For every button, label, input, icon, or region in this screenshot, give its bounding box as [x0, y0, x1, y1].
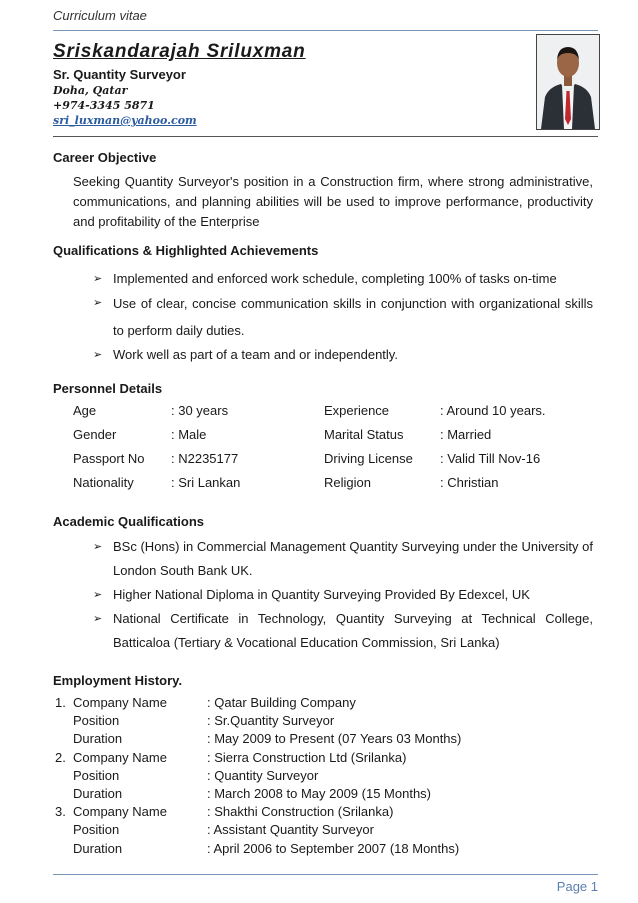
qualification-text: Work well as part of a team and or independently.	[113, 347, 398, 362]
detail-label: Nationality	[73, 475, 134, 490]
arrow-bullet-icon: ➢	[93, 613, 103, 625]
detail-value: : Around 10 years.	[440, 403, 546, 418]
job-label: Duration	[73, 840, 123, 856]
list-item	[93, 268, 593, 290]
table-row	[55, 768, 461, 786]
qualification-text: Use of clear, concise communication skills in conjunction with organizational skills to perform daily duties.	[113, 296, 593, 338]
list-item	[93, 344, 593, 366]
job-position: : Assistant Quantity Surveyor	[207, 822, 374, 838]
academic-text: BSc (Hons) in Commercial Management Quantity Surveying under the University of London South Bank UK.	[113, 539, 593, 578]
phone-number: +974-3345 5871	[53, 99, 155, 112]
profile-photo	[536, 34, 600, 130]
arrow-bullet-icon: ➢	[93, 297, 103, 309]
detail-label: Marital Status	[324, 427, 404, 442]
job-number: 3.	[55, 804, 66, 820]
job-position: : Quantity Surveyor	[207, 767, 319, 783]
arrow-bullet-icon: ➢	[93, 273, 103, 285]
detail-value: : Sri Lankan	[171, 475, 241, 490]
table-row	[55, 804, 461, 822]
detail-label: Passport No	[73, 451, 145, 466]
table-row	[73, 451, 546, 475]
academic-text: National Certificate in Technology, Quantity Surveying at Technical College, Batticaloa (Tertiary & Vocational Education Commission, Sri Lanka)	[113, 611, 593, 650]
detail-value: : N2235177	[171, 451, 239, 466]
employment-history-heading: Employment History.	[53, 673, 183, 688]
detail-value: : 30 years	[171, 403, 229, 418]
table-row	[55, 731, 461, 749]
academic-qualifications-heading: Academic Qualifications	[53, 514, 204, 529]
career-objective-heading: Career Objective	[53, 150, 157, 165]
job-duration: : May 2009 to Present (07 Years 03 Months)	[207, 731, 462, 747]
employment-history-table	[55, 695, 461, 859]
detail-label: Gender	[73, 427, 117, 442]
job-duration: : March 2008 to May 2009 (15 Months)	[207, 785, 432, 801]
job-label: Duration	[73, 731, 123, 747]
candidate-name: Sriskandarajah Sriluxman	[53, 41, 306, 62]
table-row	[55, 841, 461, 859]
table-row	[73, 475, 546, 499]
job-label: Position	[73, 767, 120, 783]
contact-divider	[53, 136, 598, 137]
footer-divider	[53, 874, 598, 875]
career-objective-text: Seeking Quantity Surveyor's position in a Construction firm, where strong administrative, communications, and planning abilities will be used to improve performance, productivity and profitability of the Enterprise	[73, 174, 593, 229]
header-divider	[53, 30, 598, 31]
job-position: : Sr.Quantity Surveyor	[207, 713, 335, 729]
academic-list	[93, 535, 593, 655]
table-row	[55, 695, 461, 713]
qualifications-list	[93, 268, 593, 366]
person-portrait-icon	[537, 35, 599, 129]
page-header: Curriculum vitae	[53, 8, 147, 23]
table-row	[73, 403, 546, 427]
job-label: Company Name	[73, 749, 167, 765]
detail-value: : Male	[171, 427, 207, 442]
arrow-bullet-icon: ➢	[93, 589, 103, 601]
job-company: : Sierra Construction Ltd (Srilanka)	[207, 749, 407, 765]
personnel-details-table	[73, 403, 546, 499]
job-number: 2.	[55, 749, 66, 765]
list-item	[93, 607, 593, 655]
page-number: Page 1	[556, 879, 598, 894]
table-row	[73, 427, 546, 451]
job-label: Duration	[73, 785, 123, 801]
detail-value: : Married	[440, 427, 492, 442]
job-number: 1.	[55, 695, 66, 710]
personnel-details-heading: Personnel Details	[53, 381, 163, 396]
job-label: Company Name	[73, 804, 167, 820]
table-row	[55, 713, 461, 731]
location: Doha, Qatar	[53, 84, 128, 97]
qualification-text: Implemented and enforced work schedule, completing 100% of tasks on-time	[113, 271, 557, 286]
detail-value: : Christian	[440, 475, 499, 490]
detail-label: Experience	[324, 403, 390, 418]
list-item	[93, 535, 593, 583]
job-label: Company Name	[73, 695, 167, 710]
arrow-bullet-icon: ➢	[93, 541, 103, 553]
detail-label: Age	[73, 403, 97, 418]
list-item	[93, 290, 593, 344]
detail-label: Driving License	[324, 451, 413, 466]
academic-text: Higher National Diploma in Quantity Surveying Provided By Edexcel, UK	[113, 587, 530, 602]
arrow-bullet-icon: ➢	[93, 349, 103, 361]
detail-value: : Valid Till Nov-16	[440, 451, 541, 466]
job-company: : Qatar Building Company	[207, 695, 356, 710]
job-label: Position	[73, 822, 120, 838]
list-item	[93, 583, 593, 607]
qualifications-heading: Qualifications & Highlighted Achievements	[53, 243, 319, 258]
job-label: Position	[73, 713, 120, 729]
table-row	[55, 786, 461, 804]
table-row	[55, 822, 461, 840]
job-title: Sr. Quantity Surveyor	[53, 67, 186, 82]
job-company: : Shakthi Construction (Srilanka)	[207, 804, 394, 820]
detail-label: Religion	[324, 475, 371, 490]
email-link[interactable]: sri_luxman@yahoo.com	[53, 114, 197, 127]
job-duration: : April 2006 to September 2007 (18 Months)	[207, 840, 460, 856]
table-row	[55, 750, 461, 768]
